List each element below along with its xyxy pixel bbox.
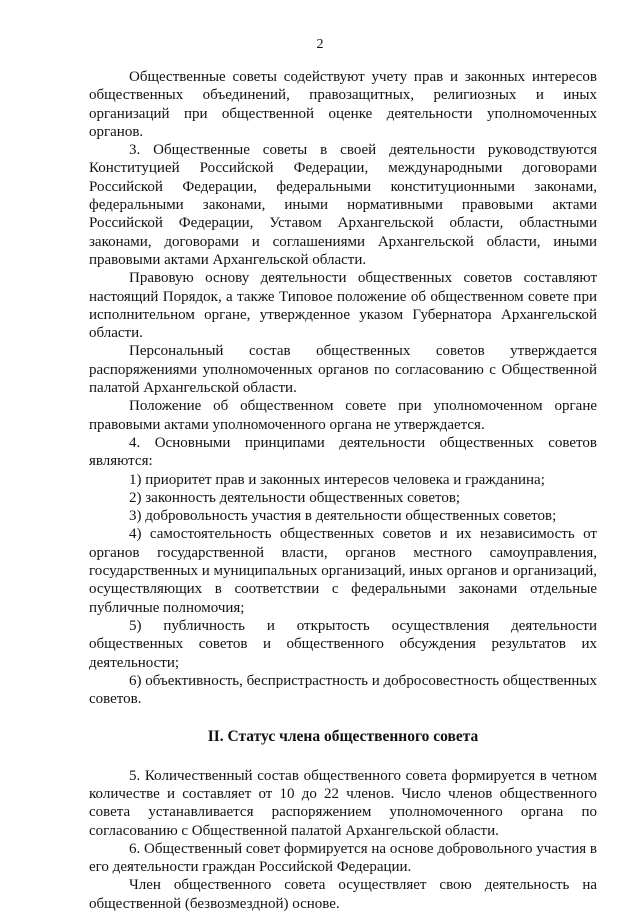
paragraph: 6. Общественный совет формируется на основе добровольного участия в его деятельности граждан Российской Федерации. (89, 840, 597, 876)
list-item: 1) приоритет прав и законных интересов человека и гражданина; (129, 471, 545, 488)
document-body (89, 68, 597, 913)
paragraph: 5. Количественный состав общественного совета формируется в четном количестве и составляет от 10 до 22 членов. Число членов общественного совета устанавливается распоряжением уполномоченного органа по согласованию с Общественной палатой Архангельской области. (89, 767, 597, 839)
paragraph: Персональный состав общественных советов утверждается распоряжениями уполномоченных органов по согласованию с Общественной палатой Архангельской области. (89, 343, 597, 397)
paragraph: Правовую основу деятельности общественных советов составляют настоящий Порядок, а также Типовое положение об общественном совете при исполнительном органе, утвержденное указом Губернатора Архангельской области. (89, 270, 597, 342)
paragraph: Член общественного совета осуществляет свою деятельность на общественной (безвозмездной) основе. (89, 877, 597, 912)
list-item: 3) добровольность участия в деятельности общественных советов; (129, 508, 557, 525)
list-item: 4) самостоятельность общественных советов и их независимость от органов государственной власти, органов местного самоуправления, государственных и муниципальных организаций, иных органов и организаций, осуществляющих в соответствии с федеральными законами отдельные публичные полномочия; (89, 526, 597, 616)
section-heading: II. Статус члена общественного совета (207, 728, 479, 746)
page-number: 2 (316, 37, 324, 52)
paragraph: 4. Основными принципами деятельности общественных советов являются: (89, 434, 597, 470)
list-item: 2) законность деятельности общественных советов; (129, 489, 461, 506)
list-item: 6) объективность, беспристрастность и добросовестность общественных советов. (89, 672, 598, 708)
list-item: 5) публичность и открытость осуществления деятельности общественных советов и общественного обсуждения результатов их деятельности; (89, 617, 597, 671)
paragraph: Положение об общественном совете при уполномоченном органе правовыми актами уполномоченного органа не утверждается. (89, 398, 597, 433)
paragraph: Общественные советы содействуют учету прав и законных интересов общественных объединений, правозащитных, религиозных и иных организаций при общественной оценке деятельности уполномоченных органов. (89, 69, 597, 140)
paragraph: 3. Общественные советы в своей деятельности руководствуются Конституцией Российской Федерации, международными договорами Российской Федерации, федеральными конституционными законами, федеральными законами, иными нормативными правовыми актами Российской Федерации, Уставом Архангельской области, областными законами, договорами и соглашениями Архангельской области, иными правовыми актами Архангельской области. (89, 142, 597, 268)
